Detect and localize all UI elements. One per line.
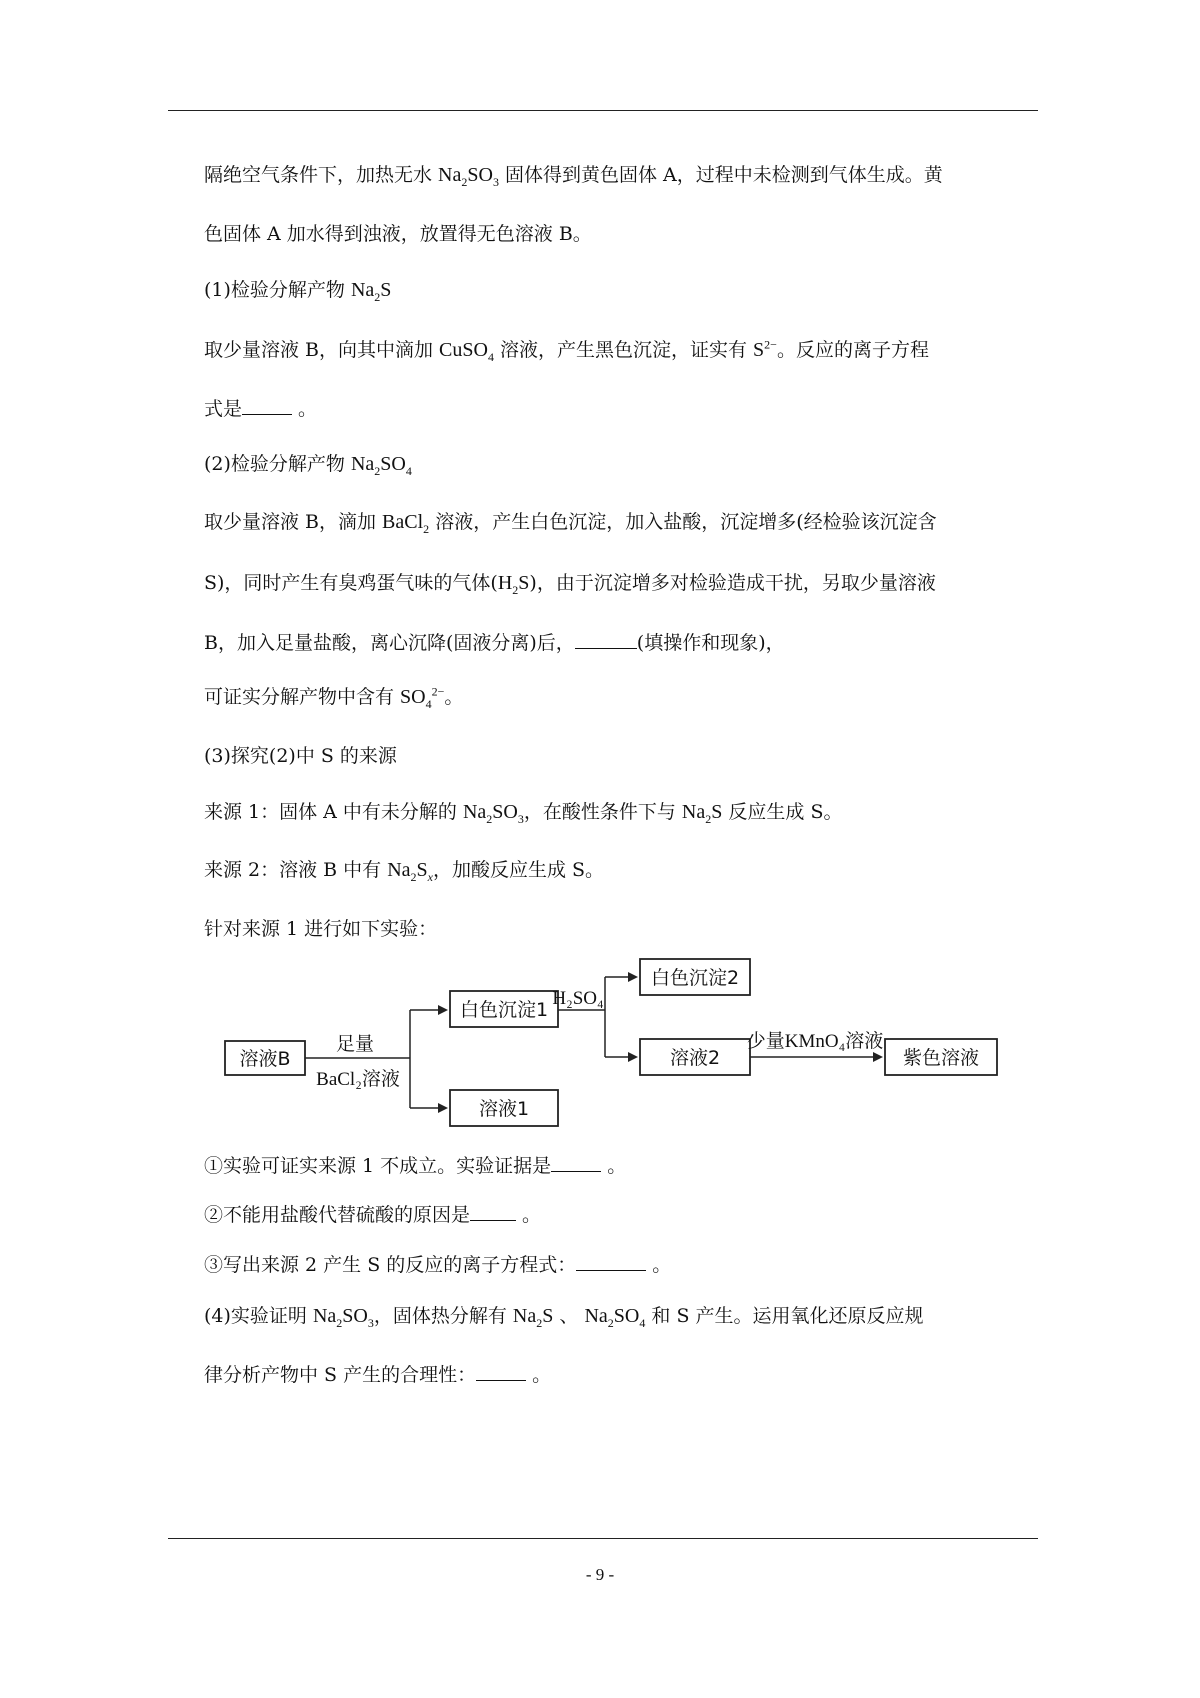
question-2-text-4: 可证实分解产物中含有 $SO_4^{2-}$。 [204,684,464,711]
question-3-sub-3: ③写出来源 2 产生 S 的反应的离子方程式： 。 [204,1254,672,1276]
question-2-text-2: S)，同时产生有臭鸡蛋气味的气体$(H_2S)$，由于沉淀增多对检验造成干扰，另取少量溶液 [204,572,936,597]
experiment-flowchart [220,955,1020,1135]
question-2-heading: (2)检验分解产物 $Na_2SO_4$ [204,453,412,478]
answer-blank[interactable] [476,1362,526,1381]
footer-rule [168,1538,1038,1539]
answer-blank[interactable] [576,1252,646,1271]
box-solution-b-label: 溶液B [239,1048,291,1070]
box-solution-2-label: 溶液2 [669,1047,721,1069]
box-white-precipitate-1-label: 白色沉淀1 [459,999,549,1021]
box-purple-solution-label: 紫色溶液 [902,1047,980,1069]
kmno4-label: 少量KMnO₄溶液 [746,1031,884,1052]
question-1-heading: (1)检验分解产物 $Na_2S$ [204,279,392,304]
question-2-text-3: B，加入足量盐酸，离心沉降(固液分离)后， (填操作和现象)， [204,632,785,654]
box-white-precipitate-2-label: 白色沉淀2 [650,967,740,989]
answer-blank[interactable] [575,630,637,649]
question-3-source-2: 来源 2：溶液 B 中有 $Na_2S_x$，加酸反应生成 S。 [204,859,605,884]
question-3-experiment-intro: 针对来源 1 进行如下实验： [204,918,438,940]
page-number: - 9 - [585,1565,615,1584]
question-1-text-2: 式是 。 [204,398,318,420]
answer-blank[interactable] [242,396,292,415]
reagent-label-bottom: BaCl₂溶液 [316,1069,400,1090]
question-3-source-1: 来源 1：固体 A 中有未分解的 $Na_2SO_3$，在酸性条件下与 $Na_2S$ 反应生成 S。 [204,801,843,826]
answer-blank[interactable] [470,1202,516,1221]
question-4-text-2: 律分析产物中 S 产生的合理性： 。 [204,1364,552,1386]
question-2-text-1: 取少量溶液 B，滴加 BaCl$_2$ 溶液，产生白色沉淀，加入盐酸，沉淀增多(经检验该沉淀含 [204,511,937,536]
answer-blank[interactable] [551,1153,601,1172]
question-1-text-1: 取少量溶液 B，向其中滴加 CuSO$_4$ 溶液，产生黑色沉淀，证实有 $S^{2-}$。反应的离子方程 [204,337,929,364]
reagent-label-top: 足量 [335,1033,375,1055]
paragraph-intro-2: 色固体 A 加水得到浊液，放置得无色溶液 B。 [204,223,592,245]
question-3-heading: (3)探究(2)中 S 的来源 [204,745,397,767]
question-3-sub-2: ②不能用盐酸代替硫酸的原因是 。 [204,1204,542,1226]
question-4-text-1: (4)实验证明 $Na_2SO_3$，固体热分解有 $Na_2S$ 、 $Na_2SO_4$ 和 S 产生。运用氧化还原反应规 [204,1305,924,1330]
question-3-sub-1: ①实验可证实来源 1 不成立。实验证据是 。 [204,1155,627,1177]
header-rule [168,110,1038,111]
paragraph-intro-1: 隔绝空气条件下，加热无水 $Na_2SO_3$ 固体得到黄色固体 A，过程中未检测到气体生成。黄 [204,164,943,189]
acid-label: H₂SO₄ [552,988,604,1009]
box-solution-1-label: 溶液1 [478,1098,530,1120]
